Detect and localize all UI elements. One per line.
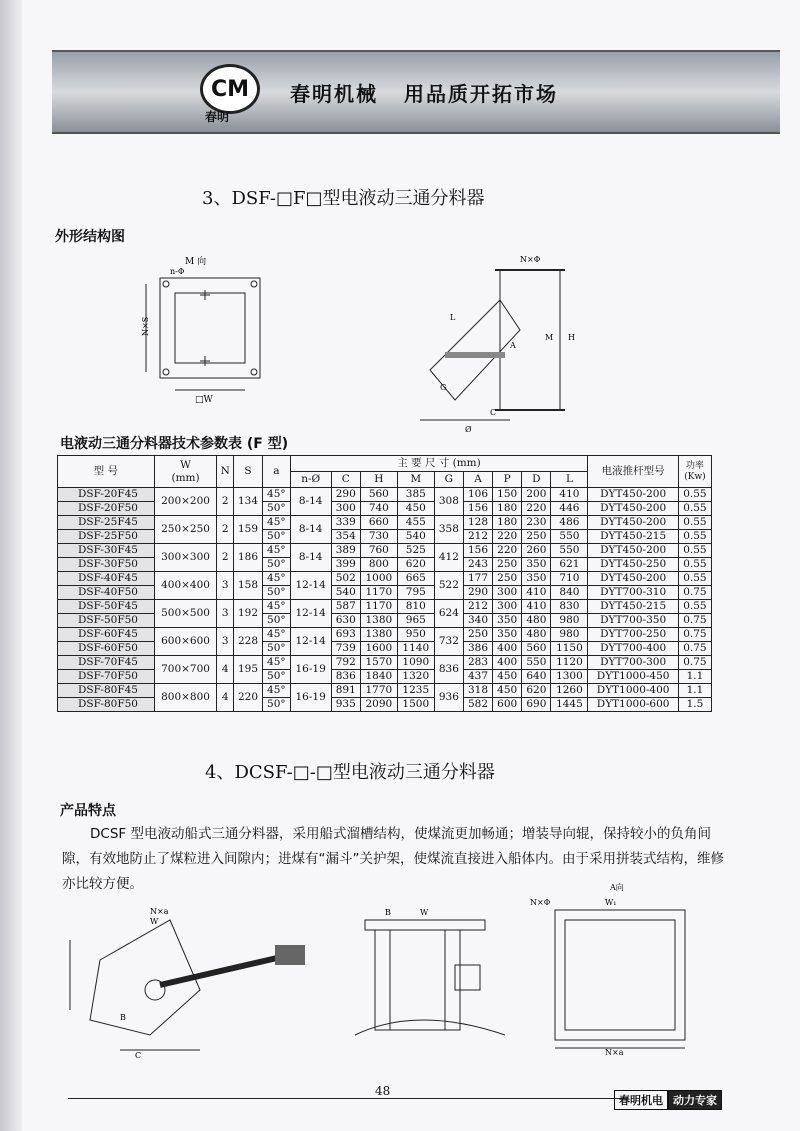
angle-cell: 45° <box>263 656 291 670</box>
h-label: H <box>568 333 575 342</box>
col-h: H <box>360 472 397 488</box>
angle-cell: 45° <box>263 572 291 586</box>
nphi-cell: 12-14 <box>290 628 331 656</box>
w-cell: 600×600 <box>154 628 217 656</box>
m-cell: 385 <box>397 488 434 502</box>
angle-cell: 45° <box>263 600 291 614</box>
angle-cell: 50° <box>263 586 291 600</box>
actuator-cell: DYT450-200 <box>588 488 678 502</box>
p-cell: 250 <box>493 572 522 586</box>
m-cell: 965 <box>397 614 434 628</box>
power-cell: 0.55 <box>678 572 711 586</box>
front-body <box>375 930 460 1030</box>
A-cell: 283 <box>463 656 492 670</box>
col-c: C <box>331 472 360 488</box>
angle-cell: 45° <box>263 488 291 502</box>
top-flange-inner <box>565 920 675 1030</box>
c-cell: 354 <box>331 530 360 544</box>
w-cell: 200×200 <box>154 488 217 516</box>
s-cell: 134 <box>233 488 262 516</box>
m-cell: 455 <box>397 516 434 530</box>
angle-cell: 45° <box>263 544 291 558</box>
A-cell: 250 <box>463 628 492 642</box>
c-cell: 540 <box>331 586 360 600</box>
power-cell: 0.75 <box>678 656 711 670</box>
c-label: C <box>490 408 497 417</box>
p-cell: 400 <box>493 642 522 656</box>
h-cell: 2090 <box>360 698 397 712</box>
A-cell: 243 <box>463 558 492 572</box>
A-cell: 156 <box>463 502 492 516</box>
bolt-holes <box>163 281 257 375</box>
dcsf-front-drawing <box>345 905 515 1055</box>
A-cell: 386 <box>463 642 492 656</box>
c-label-2: C <box>135 1051 142 1060</box>
m-view-label: M 向 <box>185 257 207 267</box>
table-row <box>58 488 712 502</box>
power-cell: 0.55 <box>678 488 711 502</box>
c-cell: 630 <box>331 614 360 628</box>
power-cell: 0.55 <box>678 600 711 614</box>
actuator-motor <box>275 945 305 965</box>
model-cell: DSF-70F45 <box>58 656 155 670</box>
m-cell: 1320 <box>397 670 434 684</box>
n-cell: 2 <box>217 544 234 572</box>
col-s: S <box>233 456 262 488</box>
c-cell: 792 <box>331 656 360 670</box>
l-cell: 1445 <box>551 698 588 712</box>
A-cell: 128 <box>463 516 492 530</box>
w-cell: 800×800 <box>154 684 217 712</box>
d-cell: 410 <box>522 600 551 614</box>
d-cell: 260 <box>522 544 551 558</box>
angle-cell: 45° <box>263 684 291 698</box>
company-logo <box>200 64 260 114</box>
m-cell: 1235 <box>397 684 434 698</box>
model-cell: DSF-30F45 <box>58 544 155 558</box>
col-w: W (mm) <box>154 456 217 488</box>
l-cell: 980 <box>551 614 588 628</box>
h-cell: 730 <box>360 530 397 544</box>
col-n: N <box>217 456 234 488</box>
actuator-cell: DYT700-250 <box>588 628 678 642</box>
m-cell: 795 <box>397 586 434 600</box>
p-cell: 150 <box>493 488 522 502</box>
model-cell: DSF-50F50 <box>58 614 155 628</box>
g-cell: 308 <box>434 488 463 516</box>
w-cell: 500×500 <box>154 600 217 628</box>
actuator-cell: DYT450-200 <box>588 502 678 516</box>
l-label: L <box>450 313 456 322</box>
header-slogan <box>290 78 584 107</box>
l-cell: 980 <box>551 628 588 642</box>
scan-edge <box>0 0 22 1131</box>
m-cell: 950 <box>397 628 434 642</box>
power-cell: 0.55 <box>678 558 711 572</box>
actuator-cell: DYT1000-400 <box>588 684 678 698</box>
c-cell: 739 <box>331 642 360 656</box>
d-cell: 220 <box>522 502 551 516</box>
c-cell: 339 <box>331 516 360 530</box>
h-cell: 1000 <box>360 572 397 586</box>
actuator-cell: DYT450-250 <box>588 558 678 572</box>
g-cell: 412 <box>434 544 463 572</box>
h-cell: 740 <box>360 502 397 516</box>
A-cell: 318 <box>463 684 492 698</box>
actuator-cell: DYT700-310 <box>588 586 678 600</box>
d-cell: 250 <box>522 530 551 544</box>
power-cell: 0.75 <box>678 614 711 628</box>
c-cell: 935 <box>331 698 360 712</box>
dcsf-side-drawing <box>60 900 330 1060</box>
b1-label: B <box>385 908 391 917</box>
p-cell: 600 <box>493 698 522 712</box>
features-paragraph: DCSF 型电液动船式三通分料器，采用船式溜槽结构，使煤流更加畅通；增装导向辊，保持较小的负角间隙，有效地防止了煤粒进入间隙内；进煤有“漏斗”关护架，使煤流直接进入船体内。由于采用拼装式结构，维修亦比较方便。 <box>62 826 724 892</box>
ns-label: N×S <box>141 316 150 336</box>
table-row <box>58 572 712 586</box>
h-cell: 1840 <box>360 670 397 684</box>
s-cell: 158 <box>233 572 262 600</box>
d-cell: 230 <box>522 516 551 530</box>
power-cell: 0.55 <box>678 530 711 544</box>
brand-name: 春明机电 <box>614 1090 668 1110</box>
A-cell: 156 <box>463 544 492 558</box>
g-cell: 624 <box>434 600 463 628</box>
h-cell: 1380 <box>360 628 397 642</box>
d-cell: 620 <box>522 684 551 698</box>
actuator-cell: DYT450-215 <box>588 530 678 544</box>
a-label: A <box>510 341 516 350</box>
m-cell: 1090 <box>397 656 434 670</box>
A-cell: 212 <box>463 530 492 544</box>
model-cell: DSF-40F45 <box>58 572 155 586</box>
model-cell: DSF-20F50 <box>58 502 155 516</box>
table-row <box>58 628 712 642</box>
p-cell: 250 <box>493 558 522 572</box>
A-cell: 340 <box>463 614 492 628</box>
nphi-label-2: N×Φ <box>530 898 551 907</box>
w-cell: 400×400 <box>154 572 217 600</box>
d-cell: 480 <box>522 628 551 642</box>
l-cell: 1120 <box>551 656 588 670</box>
c-cell: 693 <box>331 628 360 642</box>
c-cell: 891 <box>331 684 360 698</box>
w-cell: 700×700 <box>154 656 217 684</box>
l-cell: 410 <box>551 488 588 502</box>
g-cell: 936 <box>434 684 463 712</box>
c-cell: 290 <box>331 488 360 502</box>
d-cell: 480 <box>522 614 551 628</box>
h-cell: 1770 <box>360 684 397 698</box>
c-cell: 587 <box>331 600 360 614</box>
table-row <box>58 600 712 614</box>
p-cell: 180 <box>493 502 522 516</box>
spec-table-body <box>58 488 712 712</box>
w-label: □W <box>195 395 213 405</box>
model-cell: DSF-25F50 <box>58 530 155 544</box>
angle-cell: 50° <box>263 614 291 628</box>
w-cell: 250×250 <box>154 516 217 544</box>
p-cell: 450 <box>493 670 522 684</box>
nphi-cell: 8-14 <box>290 488 331 516</box>
d-cell: 640 <box>522 670 551 684</box>
col-main-dims: 主 要 尺 寸 (mm) <box>290 456 588 472</box>
footer-brand <box>614 1090 722 1110</box>
page-number: 48 <box>375 1084 391 1098</box>
side-view-drawing <box>400 240 600 440</box>
actuator-cell: DYT700-300 <box>588 656 678 670</box>
nxa-label: N×a <box>150 907 169 916</box>
s-cell: 159 <box>233 516 262 544</box>
c-cell: 300 <box>331 502 360 516</box>
spec-table <box>57 455 712 712</box>
actuator-cell: DYT1000-600 <box>588 698 678 712</box>
col-l: L <box>551 472 588 488</box>
power-cell: 0.55 <box>678 544 711 558</box>
l-cell: 550 <box>551 530 588 544</box>
A-cell: 106 <box>463 488 492 502</box>
col-p: P <box>493 472 522 488</box>
d-cell: 350 <box>522 572 551 586</box>
w1-label: W₁ <box>605 898 617 907</box>
s-cell: 186 <box>233 544 262 572</box>
A-cell: 437 <box>463 670 492 684</box>
A-cell: 290 <box>463 586 492 600</box>
p-cell: 220 <box>493 544 522 558</box>
m-cell: 620 <box>397 558 434 572</box>
w-label-2: W <box>150 917 159 926</box>
angle-cell: 50° <box>263 698 291 712</box>
model-cell: DSF-80F50 <box>58 698 155 712</box>
g-cell: 836 <box>434 656 463 684</box>
section4-subtitle: 产品特点 <box>60 803 116 819</box>
col-g: G <box>434 472 463 488</box>
model-cell: DSF-25F45 <box>58 516 155 530</box>
nphi-cell: 16-19 <box>290 684 331 712</box>
l-cell: 1260 <box>551 684 588 698</box>
p-cell: 300 <box>493 600 522 614</box>
section4-title: 4、DCSF-□-□型电液动三通分料器 <box>205 762 495 783</box>
m-label: M <box>545 333 554 342</box>
table-row <box>58 516 712 530</box>
col-A: A <box>463 472 492 488</box>
actuator-cell: DYT450-200 <box>588 516 678 530</box>
d-cell: 550 <box>522 656 551 670</box>
l-cell: 710 <box>551 572 588 586</box>
power-cell: 1.5 <box>678 698 711 712</box>
nphi-cell: 12-14 <box>290 600 331 628</box>
g-cell: 522 <box>434 572 463 600</box>
p-cell: 450 <box>493 684 522 698</box>
p-cell: 180 <box>493 516 522 530</box>
n-cell: 3 <box>217 600 234 628</box>
d-cell: 200 <box>522 488 551 502</box>
a-view-label: A向 <box>610 883 624 892</box>
dcsf-top-drawing <box>525 880 715 1055</box>
l-cell: 486 <box>551 516 588 530</box>
col-m: M <box>397 472 434 488</box>
s-cell: 220 <box>233 684 262 712</box>
c-cell: 836 <box>331 670 360 684</box>
g-cell: 358 <box>434 516 463 544</box>
g-label: G <box>440 383 447 392</box>
w-label-3: W <box>420 908 429 917</box>
footer-rule <box>68 1098 628 1099</box>
s-cell: 228 <box>233 628 262 656</box>
n-cell: 2 <box>217 516 234 544</box>
col-a: a <box>263 456 291 488</box>
m-cell: 525 <box>397 544 434 558</box>
l-cell: 840 <box>551 586 588 600</box>
top-flange-outer <box>555 910 685 1040</box>
power-cell: 0.55 <box>678 516 711 530</box>
h-cell: 1380 <box>360 614 397 628</box>
power-cell: 0.75 <box>678 586 711 600</box>
m-cell: 540 <box>397 530 434 544</box>
table-row <box>58 656 712 670</box>
actuator-cell: DYT450-200 <box>588 572 678 586</box>
c-cell: 389 <box>331 544 360 558</box>
section3-title: 3、DSF-□F□型电液动三通分料器 <box>202 188 485 209</box>
holes-label: n-Φ <box>170 267 185 276</box>
nphi-cell: 16-19 <box>290 656 331 684</box>
actuator-cell: DYT450-200 <box>588 544 678 558</box>
table-row <box>58 684 712 698</box>
p-cell: 350 <box>493 628 522 642</box>
d-cell: 410 <box>522 586 551 600</box>
angle-cell: 50° <box>263 530 291 544</box>
angle-cell: 50° <box>263 558 291 572</box>
A-cell: 582 <box>463 698 492 712</box>
logo-name: 春明 <box>205 110 230 124</box>
power-cell: 0.55 <box>678 502 711 516</box>
m-cell: 1500 <box>397 698 434 712</box>
h-cell: 1570 <box>360 656 397 670</box>
c-cell: 399 <box>331 558 360 572</box>
power-cell: 1.1 <box>678 670 711 684</box>
power-cell: 0.75 <box>678 642 711 656</box>
h-cell: 760 <box>360 544 397 558</box>
angle-cell: 45° <box>263 628 291 642</box>
w-cell: 300×300 <box>154 544 217 572</box>
model-cell: DSF-20F45 <box>58 488 155 502</box>
nphi-label: N×Φ <box>520 255 541 264</box>
col-power: 功率 (Kw) <box>678 456 711 488</box>
flange-opening <box>175 293 245 363</box>
nphi-cell: 12-14 <box>290 572 331 600</box>
A-cell: 212 <box>463 600 492 614</box>
actuator-cell: DYT700-400 <box>588 642 678 656</box>
d-cell: 560 <box>522 642 551 656</box>
actuator-cell: DYT1000-450 <box>588 670 678 684</box>
p-cell: 220 <box>493 530 522 544</box>
n-cell: 4 <box>217 684 234 712</box>
flange-view-drawing <box>130 250 280 410</box>
model-cell: DSF-60F50 <box>58 642 155 656</box>
col-actuator: 电液推杆型号 <box>588 456 678 488</box>
logo-text: CM <box>210 76 250 102</box>
s-cell: 192 <box>233 600 262 628</box>
s-cell: 195 <box>233 656 262 684</box>
h-cell: 660 <box>360 516 397 530</box>
nphi-cell: 8-14 <box>290 516 331 544</box>
g-cell: 732 <box>434 628 463 656</box>
m-cell: 1140 <box>397 642 434 656</box>
table-row <box>58 544 712 558</box>
angle-cell: 50° <box>263 502 291 516</box>
p-cell: 350 <box>493 614 522 628</box>
angle-cell: 45° <box>263 516 291 530</box>
model-cell: DSF-80F45 <box>58 684 155 698</box>
n-cell: 2 <box>217 488 234 516</box>
power-cell: 0.75 <box>678 628 711 642</box>
l-cell: 446 <box>551 502 588 516</box>
model-cell: DSF-70F50 <box>58 670 155 684</box>
col-model: 型 号 <box>58 456 155 488</box>
h-cell: 1170 <box>360 600 397 614</box>
l-cell: 621 <box>551 558 588 572</box>
table-title: 电液动三通分料器技术参数表 (F 型) <box>60 436 289 452</box>
col-nphi: n-Ø <box>290 472 331 488</box>
slogan-text: 用品质开拓市场 <box>404 82 558 106</box>
section3-subtitle: 外形结构图 <box>55 229 125 245</box>
n-cell: 4 <box>217 656 234 684</box>
company-name: 春明机械 <box>290 82 378 106</box>
n-cell: 3 <box>217 572 234 600</box>
c-cell: 502 <box>331 572 360 586</box>
h-cell: 560 <box>360 488 397 502</box>
angle-cell: 50° <box>263 670 291 684</box>
brand-tagline: 动力专家 <box>668 1090 722 1110</box>
l-cell: 830 <box>551 600 588 614</box>
phi-label: Ø <box>465 425 472 434</box>
h-cell: 1600 <box>360 642 397 656</box>
angle-cell: 50° <box>263 642 291 656</box>
power-cell: 1.1 <box>678 684 711 698</box>
h-cell: 800 <box>360 558 397 572</box>
b-label: B <box>120 1013 126 1022</box>
nphi-cell: 8-14 <box>290 544 331 572</box>
actuator-rod <box>445 352 505 358</box>
m-cell: 810 <box>397 600 434 614</box>
l-cell: 1300 <box>551 670 588 684</box>
model-cell: DSF-30F50 <box>58 558 155 572</box>
col-d: D <box>522 472 551 488</box>
m-cell: 450 <box>397 502 434 516</box>
model-cell: DSF-50F45 <box>58 600 155 614</box>
nxa-label-2: N×a <box>605 1048 624 1055</box>
model-cell: DSF-40F50 <box>58 586 155 600</box>
actuator-cell: DYT450-215 <box>588 600 678 614</box>
d-cell: 690 <box>522 698 551 712</box>
p-cell: 400 <box>493 656 522 670</box>
l-cell: 550 <box>551 544 588 558</box>
d-cell: 350 <box>522 558 551 572</box>
model-cell: DSF-60F45 <box>58 628 155 642</box>
actuator-cell: DYT700-350 <box>588 614 678 628</box>
A-cell: 177 <box>463 572 492 586</box>
p-cell: 300 <box>493 586 522 600</box>
n-cell: 3 <box>217 628 234 656</box>
l-cell: 1150 <box>551 642 588 656</box>
h-cell: 1170 <box>360 586 397 600</box>
m-cell: 665 <box>397 572 434 586</box>
